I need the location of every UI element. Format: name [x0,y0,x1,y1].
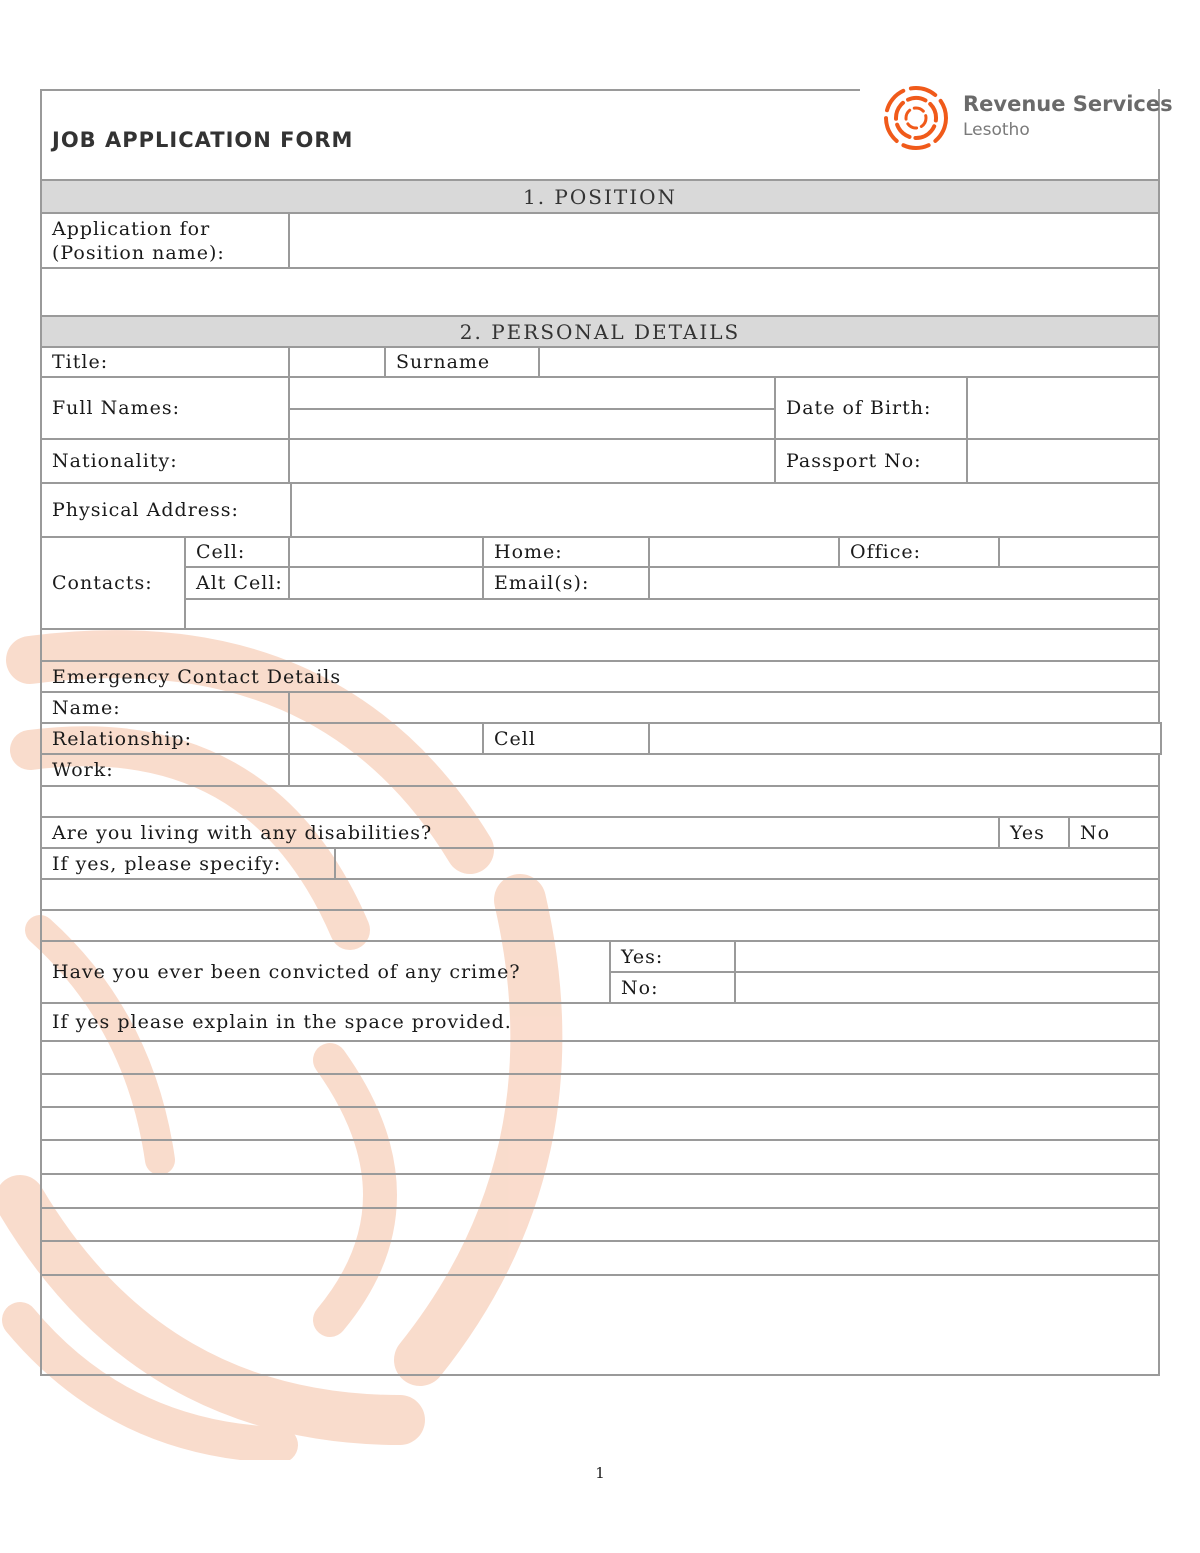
crime-explain-line-5[interactable] [40,1173,1160,1209]
home-field[interactable] [648,536,840,568]
form-title: JOB APPLICATION FORM [52,128,354,152]
home-label: Home: [482,536,650,568]
personal-spacer-row [40,628,1160,662]
header-left-border [40,89,42,181]
nationality-field[interactable] [288,438,776,484]
section-position-heading: 1. POSITION [40,179,1160,214]
disability-specify-field[interactable] [334,847,1160,880]
crime-explain-line-3[interactable] [40,1106,1160,1141]
emergency-cell-field[interactable] [648,722,1162,755]
application-for-label-line1: Application for [52,217,211,240]
nationality-label: Nationality: [40,438,290,484]
physical-address-field[interactable] [290,482,1160,538]
page-number: 1 [595,1464,605,1482]
cell-label: Cell: [184,536,290,568]
emergency-work-label: Work: [40,753,290,787]
date-of-birth-label: Date of Birth: [774,376,968,440]
application-for-label [40,212,290,269]
emergency-contact-heading: Emergency Contact Details [40,660,1160,693]
office-field[interactable] [998,536,1160,568]
crime-explain-line-7[interactable] [40,1240,1160,1276]
alt-cell-field[interactable] [288,566,484,600]
logo-name: Revenue Services [963,92,1173,116]
office-label: Office: [838,536,1000,568]
crime-explain-line-4[interactable] [40,1139,1160,1175]
date-of-birth-field[interactable] [966,376,1160,440]
crime-no-label: No: [609,971,736,1004]
emergency-name-field[interactable] [288,691,1160,724]
emergency-work-field[interactable] [288,753,1160,787]
full-names-label: Full Names: [40,376,290,440]
section-personal-details-heading: 2. PERSONAL DETAILS [40,315,1160,348]
crime-yes-field[interactable] [734,940,1160,973]
disability-question: Are you living with any disabilities? [40,816,1000,849]
cell-field[interactable] [288,536,484,568]
crime-yes-label: Yes: [609,940,736,973]
alt-cell-label: Alt Cell: [184,566,290,600]
header-top-border [40,89,860,91]
disability-line-2[interactable] [40,909,1160,942]
disability-no-option[interactable]: No [1068,816,1160,849]
title-field[interactable] [288,346,386,378]
surname-label: Surname [384,346,540,378]
emergency-relationship-label: Relationship: [40,722,290,755]
disability-specify-label: If yes, please specify: [40,847,336,880]
position-name-field[interactable] [288,212,1160,269]
full-names-field-2[interactable] [288,408,776,440]
position-spacer-row [40,267,1160,317]
crime-question: Have you ever been convicted of any crime? [40,940,611,1004]
emails-field[interactable] [648,566,1160,600]
contacts-extra-field[interactable] [184,598,1160,630]
contacts-label: Contacts: [40,536,186,630]
emails-label: Email(s): [482,566,650,600]
crime-explain-label: If yes please explain in the space provided. [40,1002,1160,1042]
emergency-relationship-field[interactable] [288,722,484,755]
passport-no-field[interactable] [966,438,1160,484]
title-label: Title: [40,346,290,378]
crime-explain-line-1[interactable] [40,1040,1160,1075]
crime-explain-line-6[interactable] [40,1207,1160,1242]
disability-line-1[interactable] [40,878,1160,911]
emergency-cell-label: Cell [482,722,650,755]
crime-explain-area[interactable] [40,1274,1160,1376]
emergency-name-label: Name: [40,691,290,724]
disability-yes-option[interactable]: Yes [998,816,1070,849]
emergency-spacer-row [40,785,1160,818]
passport-no-label: Passport No: [774,438,968,484]
application-for-label-line2: (Position name): [52,241,225,264]
crime-explain-line-2[interactable] [40,1073,1160,1108]
surname-field[interactable] [538,346,1160,378]
full-names-field-1[interactable] [288,376,776,410]
physical-address-label: Physical Address: [40,482,292,538]
crime-no-field[interactable] [734,971,1160,1004]
logo-subname: Lesotho [963,120,1030,140]
